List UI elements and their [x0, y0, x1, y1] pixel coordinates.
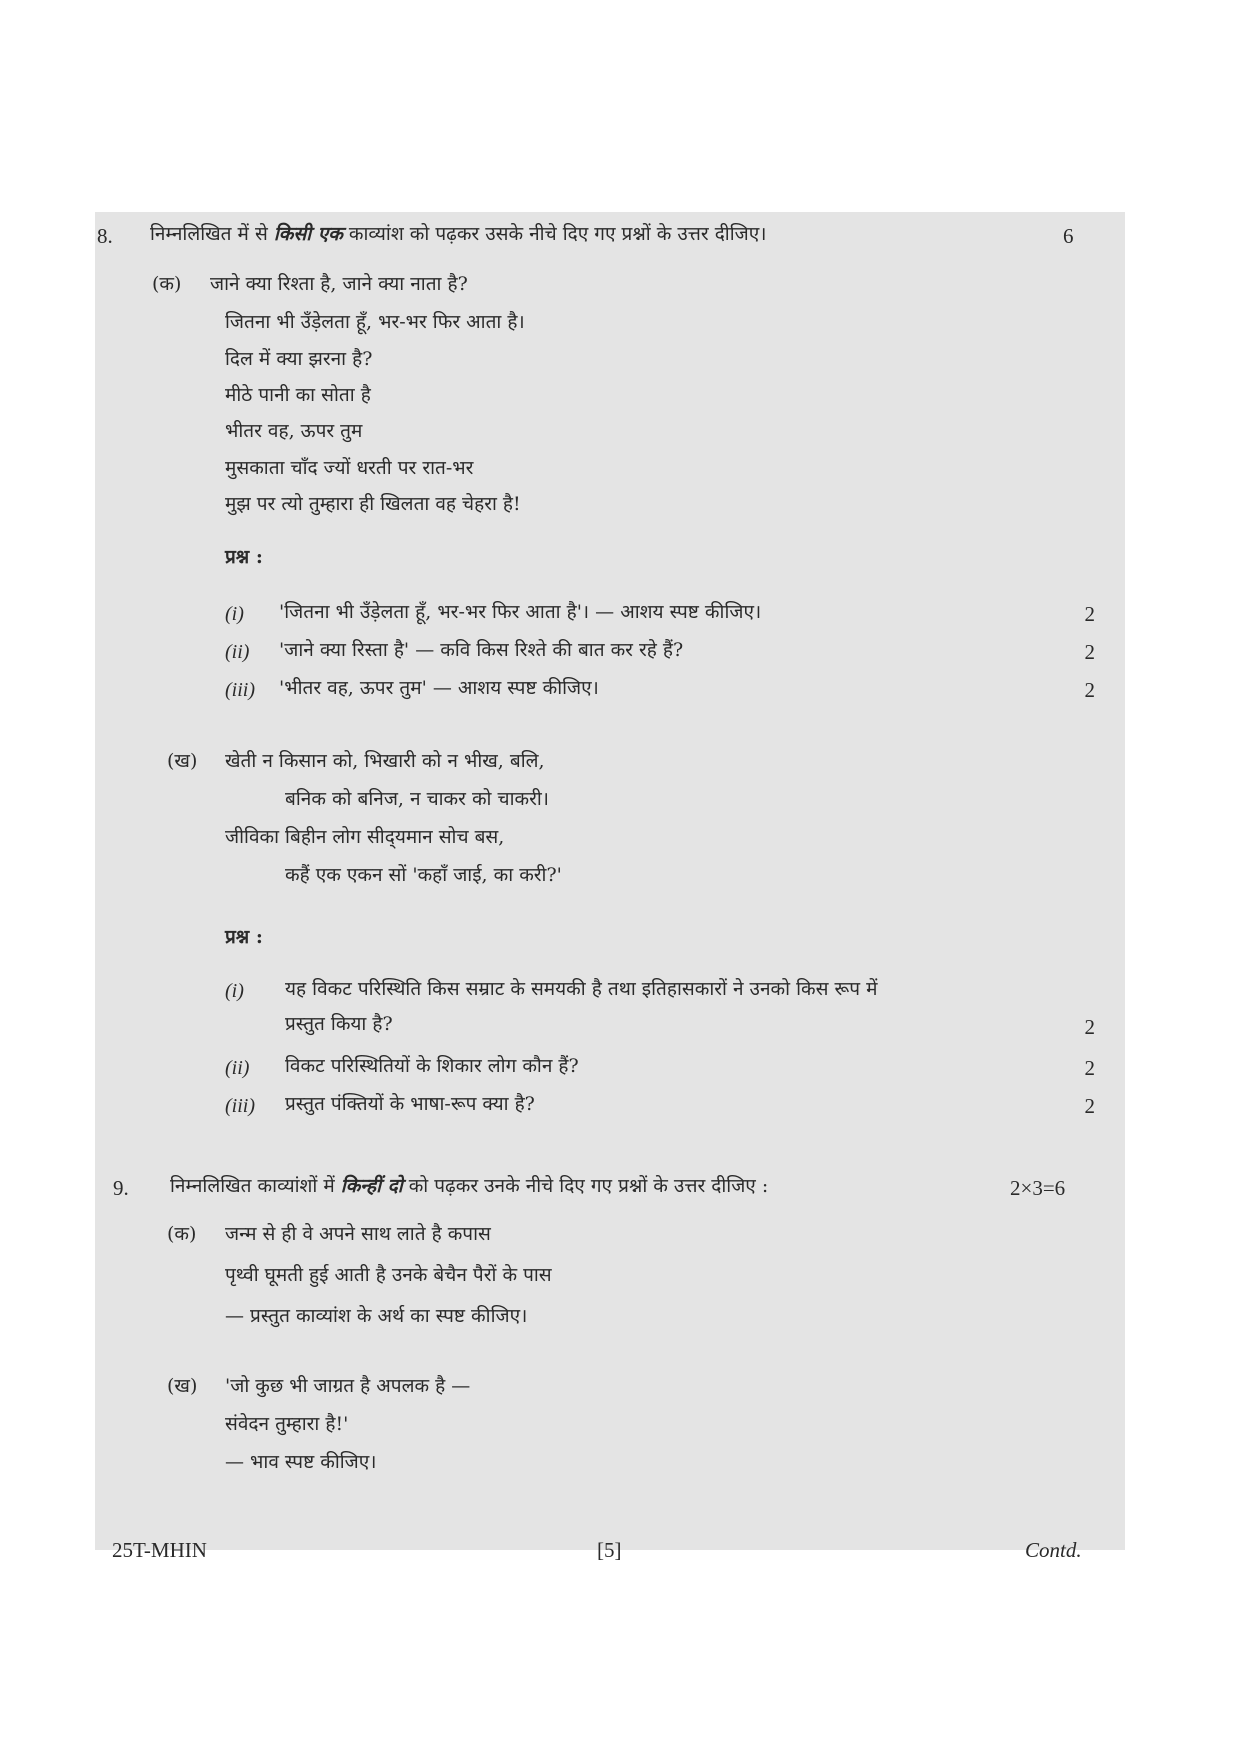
- q8b-sub-number: (i): [225, 980, 244, 1002]
- q8b-sub-question-cont: प्रस्तुत किया है?: [285, 1013, 393, 1035]
- q8a-sub-marks: 2: [1084, 678, 1095, 702]
- q8-stem-emphasis: किसी एक: [273, 223, 343, 245]
- q8a-sub-number: (iii): [225, 679, 255, 701]
- q8b-prashn-heading: प्रश्न :: [225, 926, 263, 948]
- q9b-label: (ख): [167, 1375, 198, 1397]
- q8a-sub-question: 'जाने क्या रिस्ता है' — कवि किस रिश्ते की बात कर रहे हैं?: [279, 639, 684, 661]
- q8b-sub-marks: 2: [1084, 1056, 1095, 1080]
- q8-number: 8.: [97, 224, 113, 248]
- poem-line: मीठे पानी का सोता है: [225, 384, 371, 406]
- poem-line: भीतर वह, ऊपर तुम: [225, 420, 363, 442]
- q8a-sub-number: (ii): [225, 641, 250, 663]
- q8-stem-post: काव्यांश को पढ़कर उसके नीचे दिए गए प्रश्नों के उत्तर दीजिए।: [348, 223, 767, 245]
- q8a-prashn-heading: प्रश्न :: [225, 546, 263, 568]
- q9-stem-emphasis: किन्हीं दो: [340, 1175, 403, 1197]
- q8b-sub-question: यह विकट परिस्थिति किस सम्राट के समयकी है तथा इतिहासकारों ने उनको किस रूप में: [285, 978, 878, 1000]
- q9-number: 9.: [113, 1176, 129, 1200]
- poem-line: जाने क्या रिश्ता है, जाने क्या नाता है?: [210, 273, 468, 295]
- poem-line: बनिक को बनिज, न चाकर को चाकरी।: [285, 788, 549, 810]
- poem-line: मुसकाता चाँद ज्यों धरती पर रात-भर: [225, 457, 474, 479]
- q8-stem: [150, 225, 766, 244]
- q8b-sub-number: (iii): [225, 1095, 255, 1117]
- question-sheet: [95, 212, 1125, 1550]
- q9a-label: (क): [167, 1223, 197, 1245]
- poem-line: जितना भी उँड़ेलता हूँ, भर-भर फिर आता है।: [225, 311, 525, 333]
- q8b-sub-marks: 2: [1084, 1015, 1095, 1039]
- q8-stem-pre: निम्नलिखित में से: [150, 223, 268, 245]
- q8-marks: 6: [1063, 224, 1074, 248]
- q9-stem-post: को पढ़कर उनके नीचे दिए गए प्रश्नों के उत्तर दीजिए :: [408, 1175, 769, 1197]
- q8b-sub-question: विकट परिस्थितियों के शिकार लोग कौन हैं?: [285, 1055, 579, 1077]
- q8a-sub-marks: 2: [1084, 640, 1095, 664]
- q8b-label: (ख): [167, 750, 198, 772]
- poem-line: जीविका बिहीन लोग सीद्‌यमान सोच बस,: [225, 826, 505, 848]
- q8a-label: (क): [152, 273, 182, 295]
- q8a-sub-question: 'जितना भी उँड़ेलता हूँ, भर-भर फिर आता है'। — आशय स्पष्ट कीजिए।: [279, 601, 762, 623]
- poem-line: मुझ पर त्यो तुम्हारा ही खिलता वह चेहरा है!: [225, 493, 521, 515]
- poem-line: कहैं एक एकन सों 'कहाँ जाई, का करी?': [285, 864, 562, 886]
- q8a-sub-question: 'भीतर वह, ऊपर तुम' — आशय स्पष्ट कीजिए।: [279, 677, 599, 699]
- q8b-sub-marks: 2: [1084, 1094, 1095, 1118]
- q9-stem-pre: निम्नलिखित काव्यांशों में: [170, 1175, 335, 1197]
- poem-line: दिल में क्या झरना है?: [225, 348, 373, 370]
- page-number: [5]: [597, 1538, 622, 1562]
- continued-label: Contd.: [1025, 1538, 1082, 1562]
- poem-line: पृथ्वी घूमती हुई आती है उनके बेचैन पैरों के पास: [225, 1264, 552, 1286]
- q9-stem: [170, 1177, 768, 1196]
- q9a-instruction: — प्रस्तुत काव्यांश के अर्थ का स्पष्ट कीजिए।: [225, 1305, 528, 1327]
- q8a-sub-number: (i): [225, 603, 244, 625]
- poem-line: जन्म से ही वे अपने साथ लाते है कपास: [225, 1223, 491, 1245]
- paper-code: 25T-MHIN: [112, 1538, 207, 1562]
- q8b-sub-number: (ii): [225, 1057, 250, 1079]
- q8b-sub-question: प्रस्तुत पंक्तियों के भाषा-रूप क्या है?: [285, 1093, 535, 1115]
- q9b-instruction: — भाव स्पष्ट कीजिए।: [225, 1451, 377, 1473]
- poem-line: 'जो कुछ भी जाग्रत है अपलक है —: [225, 1375, 471, 1397]
- poem-line: संवेदन तुम्हारा है!': [225, 1413, 349, 1435]
- q9-marks: 2×3=6: [1010, 1176, 1066, 1200]
- q8a-sub-marks: 2: [1084, 602, 1095, 626]
- poem-line: खेती न किसान को, भिखारी को न भीख, बलि,: [225, 750, 545, 772]
